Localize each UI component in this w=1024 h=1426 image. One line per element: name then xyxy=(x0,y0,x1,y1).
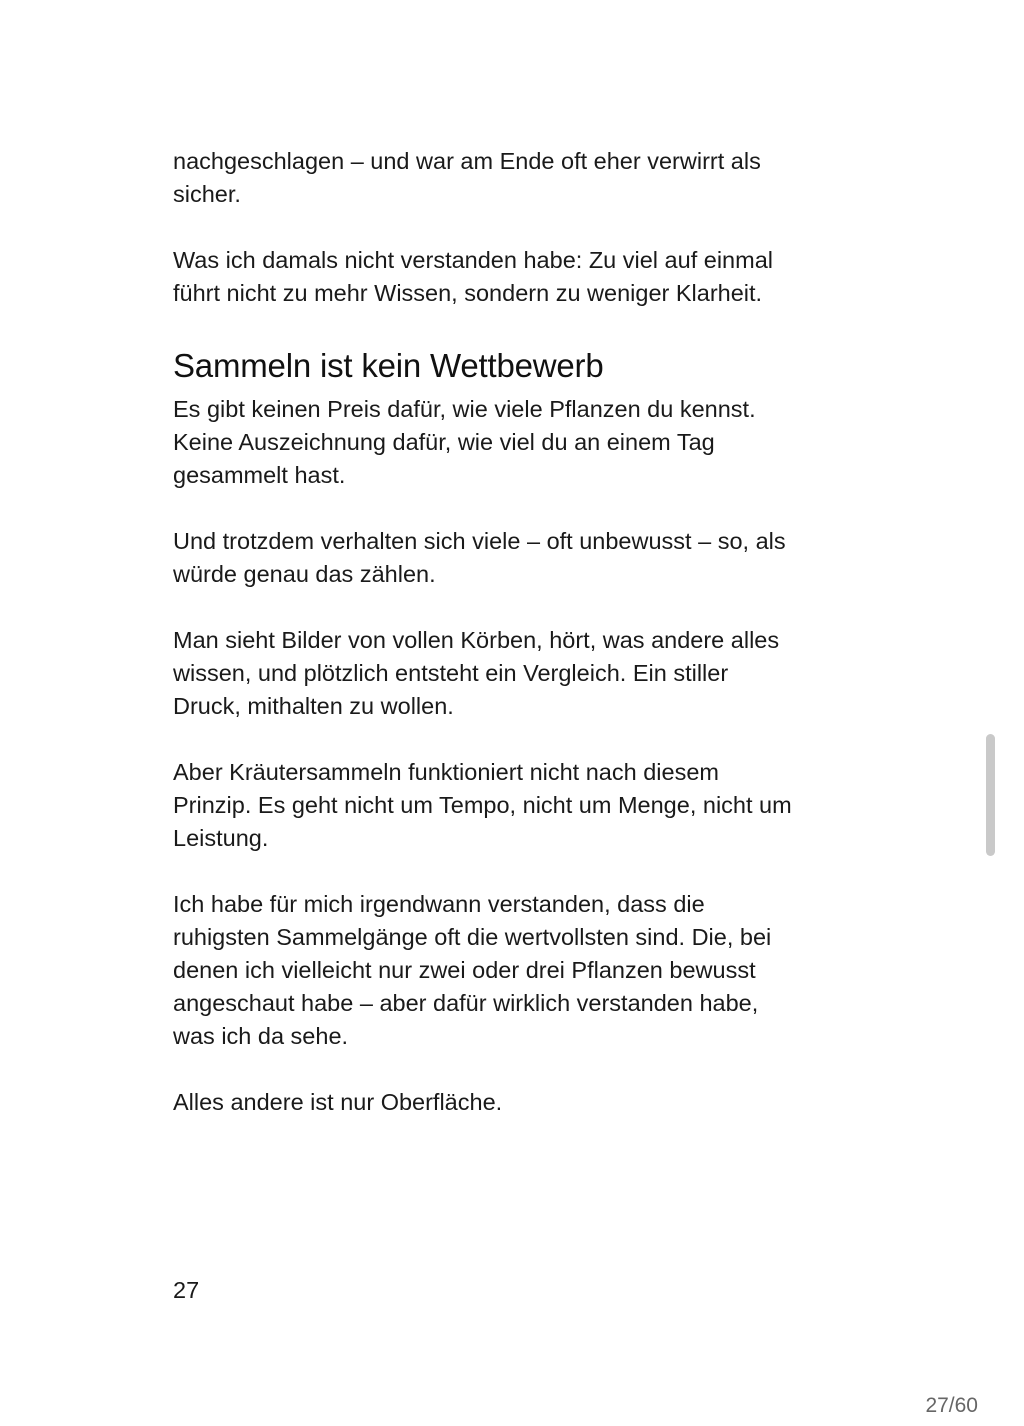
scrollbar-thumb[interactable] xyxy=(986,734,995,856)
paragraph: Was ich damals nicht verstanden habe: Zu viel auf einmal führt nicht zu mehr Wissen, sondern zu weniger Klarheit. xyxy=(173,247,773,306)
page-indicator: 27/60 xyxy=(925,1394,978,1417)
paragraph: Ich habe für mich irgendwann verstanden, dass die ruhigsten Sammelgänge oft die wertvollsten sind. Die, bei denen ich vielleicht nur zwei oder drei Pflanzen bewusst angeschaut habe – aber dafür wirklich verstanden habe, was ich da sehe. xyxy=(173,891,772,1049)
paragraph: Aber Kräutersammeln funktioniert nicht nach diesem Prinzip. Es geht nicht um Tempo, nicht um Menge, nicht um Leistung. xyxy=(173,759,792,851)
section-heading: Sammeln ist kein Wettbewerb xyxy=(173,347,604,384)
paragraph: nachgeschlagen – und war am Ende oft eher verwirrt als sicher. xyxy=(173,148,761,207)
paragraph: Man sieht Bilder von vollen Körben, hört, was andere alles wissen, und plötzlich entsteht ein Vergleich. Ein stiller Druck, mithalten zu wollen. xyxy=(173,627,780,719)
page-number: 27 xyxy=(173,1277,200,1303)
paragraph: Alles andere ist nur Oberfläche. xyxy=(173,1089,503,1115)
paragraph: Es gibt keinen Preis dafür, wie viele Pflanzen du kennst. Keine Auszeichnung dafür, wie viel du an einem Tag gesammelt hast. xyxy=(173,396,756,488)
page-content xyxy=(173,145,863,1152)
paragraph: Und trotzdem verhalten sich viele – oft unbewusst – so, als würde genau das zählen. xyxy=(173,528,786,587)
